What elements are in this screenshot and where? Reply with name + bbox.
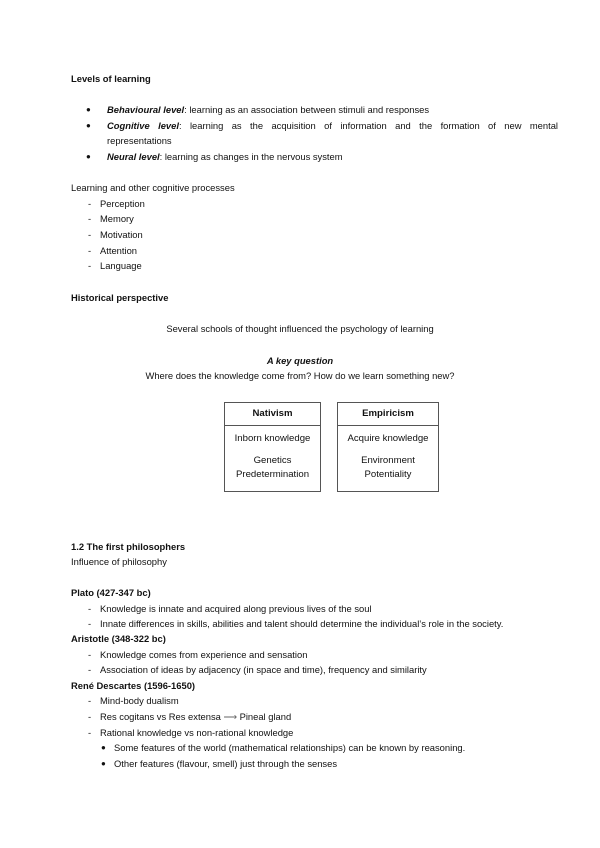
empiricism-line: Potentiality bbox=[364, 469, 412, 480]
dash-marker: - bbox=[88, 245, 92, 256]
bullet-icon: ● bbox=[101, 759, 106, 768]
cognitive-heading: Learning and other cognitive processes bbox=[71, 182, 235, 193]
list-item: Res cogitans vs Res extensa ⟶ Pineal gland bbox=[100, 711, 292, 722]
list-item: Knowledge comes from experience and sensation bbox=[100, 649, 308, 660]
list-item: Language bbox=[100, 260, 142, 271]
historical-heading: Historical perspective bbox=[71, 292, 169, 303]
dash-marker: - bbox=[88, 711, 92, 722]
level-item-cognitive: Cognitive level: learning as the acquisition of information and the formation of new mental bbox=[107, 120, 558, 131]
empiricism-box bbox=[337, 402, 439, 492]
bullet-icon: ● bbox=[86, 152, 91, 161]
list-item: Motivation bbox=[100, 229, 143, 240]
dash-marker: - bbox=[88, 260, 92, 271]
dash-marker: - bbox=[88, 618, 92, 629]
nativism-line: Genetics bbox=[253, 455, 292, 466]
levels-heading: Levels of learning bbox=[71, 73, 151, 84]
bullet-icon: ● bbox=[101, 743, 106, 752]
nativism-line: Predetermination bbox=[235, 469, 310, 480]
dash-marker: - bbox=[88, 229, 92, 240]
arrow-right-icon: ⟶ bbox=[223, 711, 237, 722]
sub-list-item: Other features (flavour, smell) just through the senses bbox=[114, 758, 338, 769]
list-item: Attention bbox=[100, 245, 138, 256]
sub-list-item: Some features of the world (mathematical relationships) can be known by reasoning. bbox=[114, 742, 466, 753]
plato-name: Plato (427-347 bc) bbox=[71, 587, 151, 598]
dash-marker: - bbox=[88, 198, 92, 209]
list-item: Knowledge is innate and acquired along previous lives of the soul bbox=[100, 603, 372, 614]
list-item: Innate differences in skills, abilities and talent should determine the individual’s role in the society. bbox=[100, 618, 504, 629]
historical-intro: Several schools of thought influenced the psychology of learning bbox=[166, 323, 434, 334]
key-question-title: A key question bbox=[266, 355, 334, 366]
key-question: Where does the knowledge come from? How do we learn something new? bbox=[145, 370, 455, 381]
nativism-title: Nativism bbox=[225, 403, 320, 426]
empiricism-line: Acquire knowledge bbox=[347, 433, 429, 444]
list-item: Mind-body dualism bbox=[100, 695, 179, 706]
list-item: Rational knowledge vs non-rational knowledge bbox=[100, 727, 294, 738]
list-item: Memory bbox=[100, 213, 134, 224]
dash-marker: - bbox=[88, 213, 92, 224]
dash-marker: - bbox=[88, 727, 92, 738]
section-subheading: Influence of philosophy bbox=[71, 556, 167, 567]
aristotle-name: Aristotle (348-322 bc) bbox=[71, 633, 166, 644]
dash-marker: - bbox=[88, 695, 92, 706]
bullet-icon: ● bbox=[86, 105, 91, 114]
level-item-cognitive-cont: representations bbox=[107, 135, 172, 146]
section-heading: 1.2 The first philosophers bbox=[71, 541, 186, 552]
nativism-box bbox=[224, 402, 321, 492]
list-item: Perception bbox=[100, 198, 145, 209]
dash-marker: - bbox=[88, 664, 92, 675]
dash-marker: - bbox=[88, 649, 92, 660]
level-item-neural: Neural level: learning as changes in the nervous system bbox=[107, 151, 343, 162]
empiricism-line: Environment bbox=[361, 455, 415, 466]
empiricism-title: Empiricism bbox=[338, 403, 438, 426]
list-item: Association of ideas by adjacency (in space and time), frequency and similarity bbox=[100, 664, 427, 675]
dash-marker: - bbox=[88, 603, 92, 614]
descartes-name: René Descartes (1596-1650) bbox=[71, 680, 196, 691]
bullet-icon: ● bbox=[86, 121, 91, 130]
level-item-behavioural: Behavioural level: learning as an association between stimuli and responses bbox=[107, 104, 430, 115]
nativism-line: Inborn knowledge bbox=[234, 433, 311, 444]
